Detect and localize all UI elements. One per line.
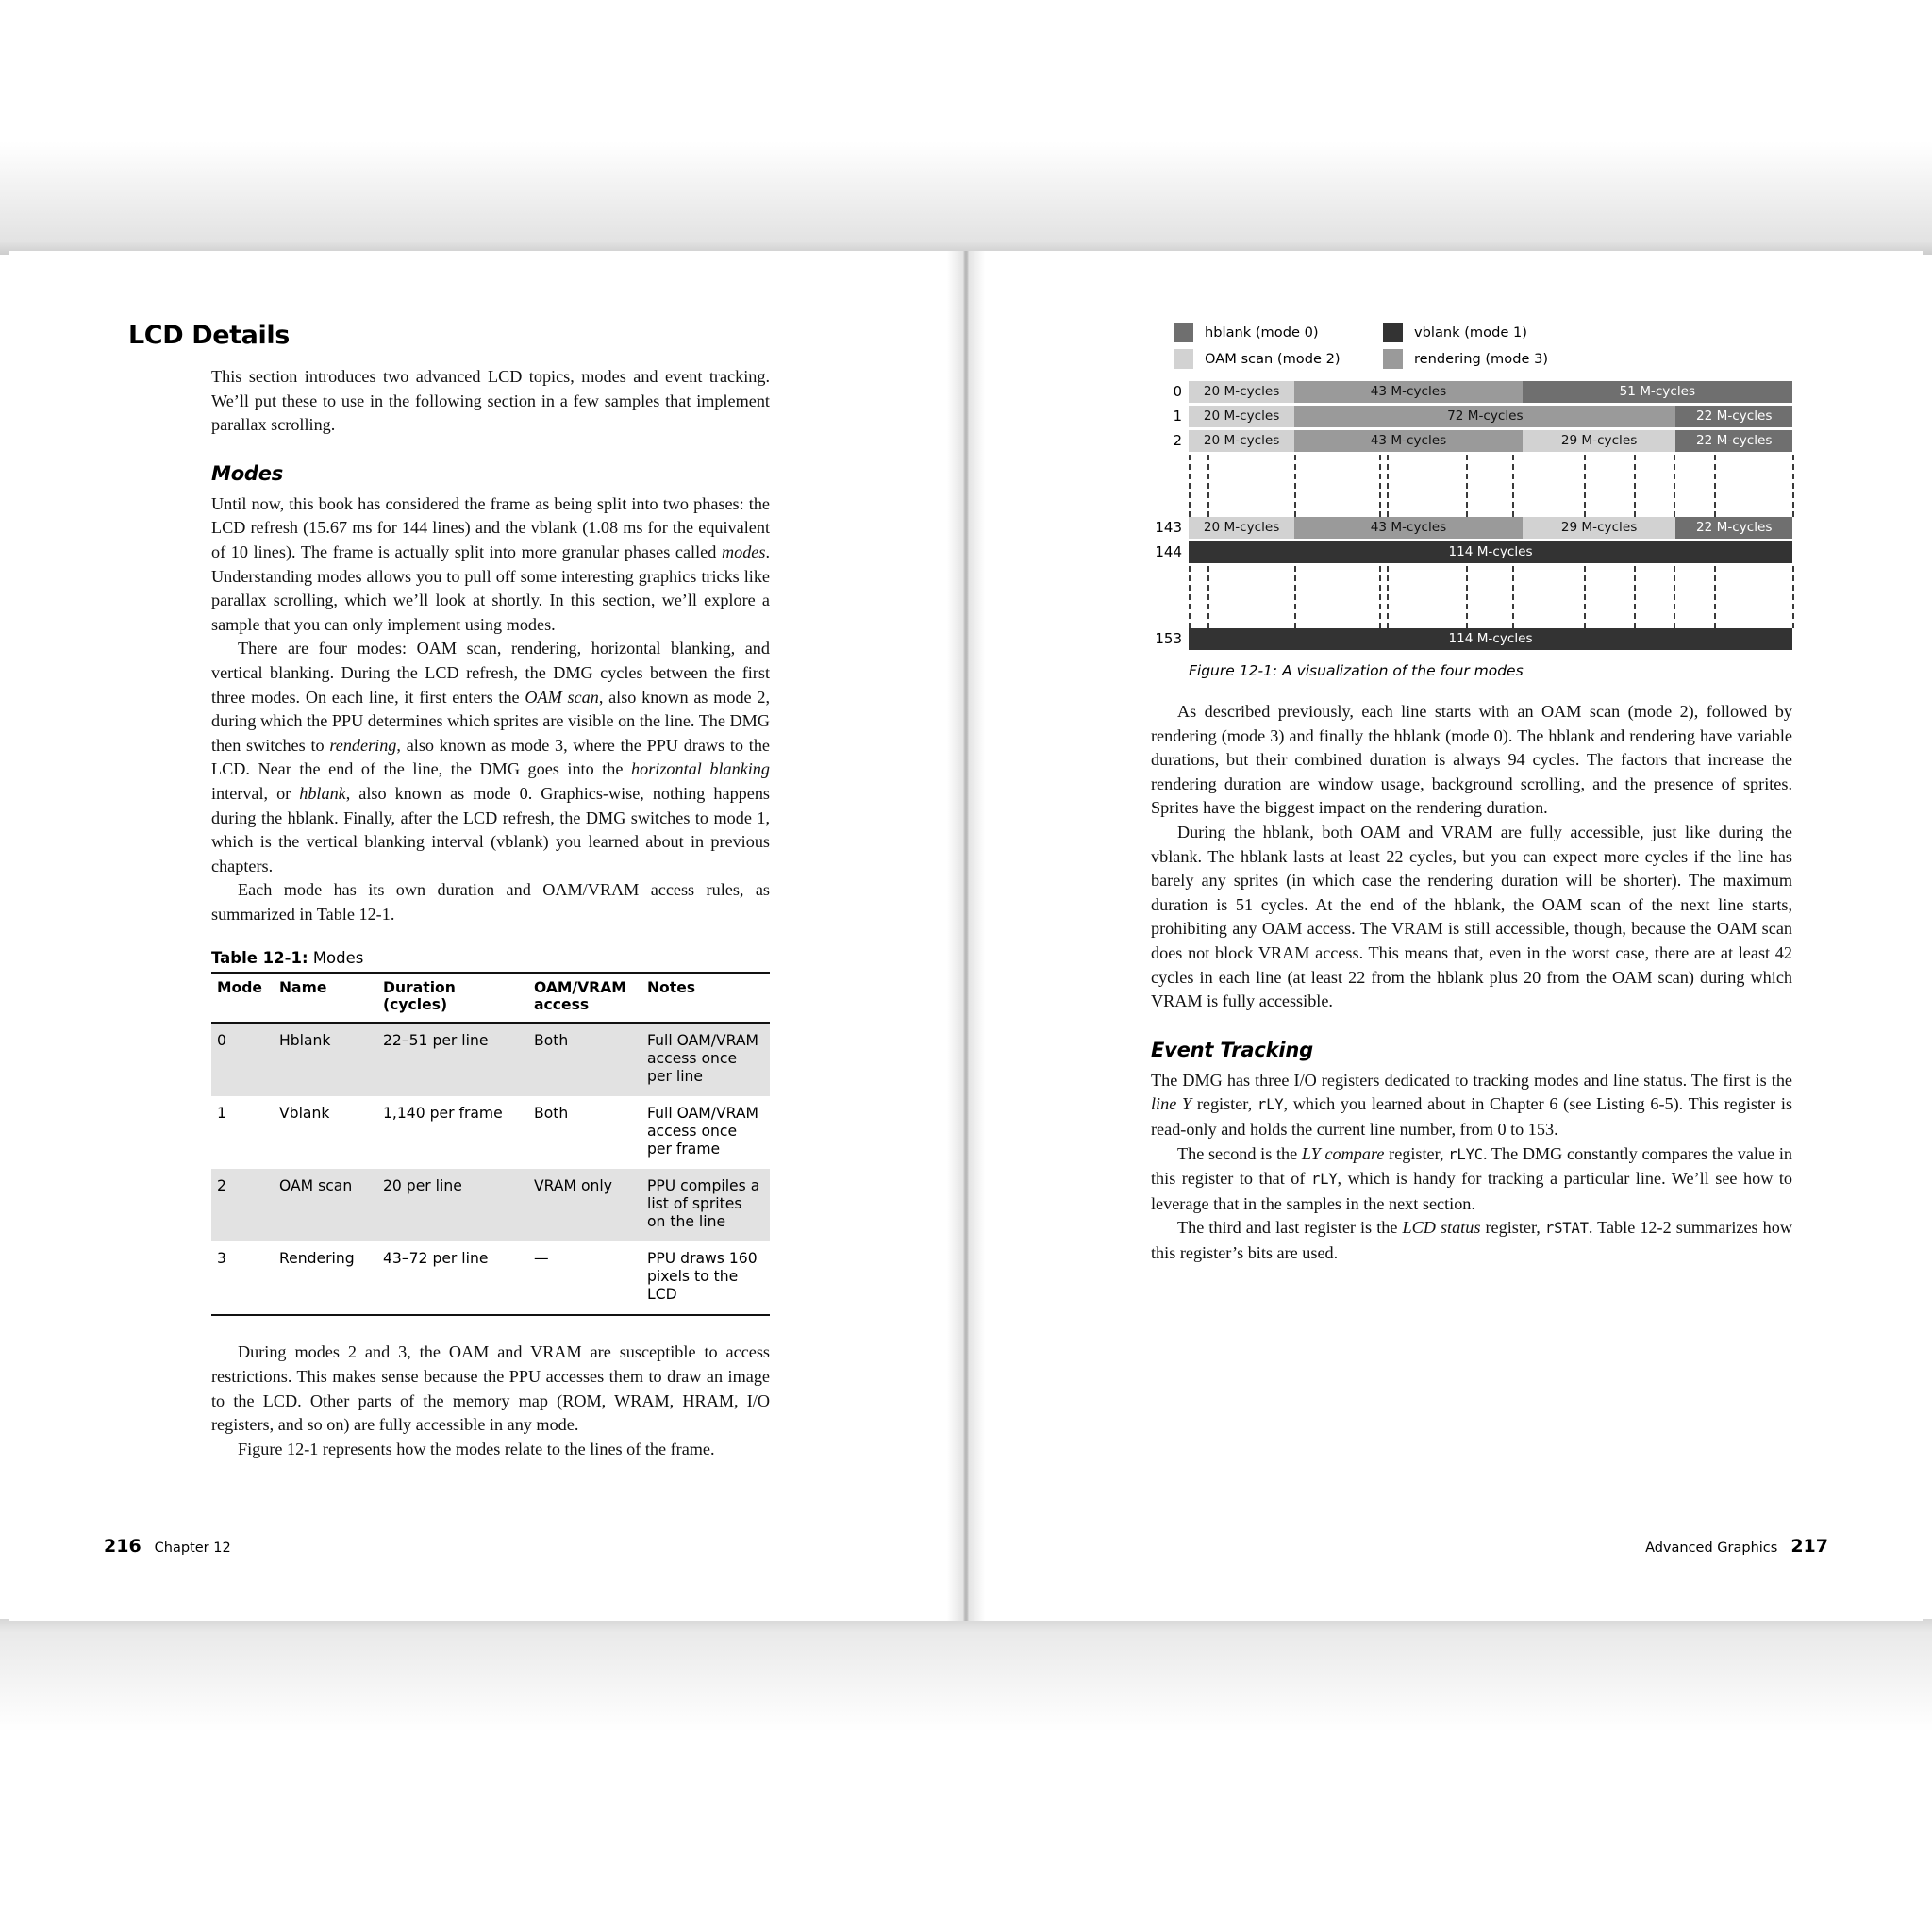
chart-segment: 51 M-cycles [1523, 381, 1792, 403]
cell-name: Rendering [274, 1241, 377, 1315]
table-row [211, 1241, 770, 1315]
chart-row-bars [1189, 517, 1792, 539]
legend-swatch-vblank [1383, 323, 1403, 342]
right-paragraph-3 [1151, 1069, 1792, 1142]
p2-part-c: , also known as mode 3, where the PPU draws to the LCD. Near the end of the line, the DMG goes into the [211, 735, 770, 779]
p4-part-a: The second is the [1177, 1143, 1302, 1163]
legend-swatch-rendering [1383, 349, 1403, 369]
cell-mode: 0 [211, 1023, 274, 1096]
cell-mode: 1 [217, 1105, 226, 1123]
top-shadow-band [0, 142, 1932, 255]
p3-mono-rly: rLY [1257, 1096, 1284, 1114]
p4-part-b: register, [1384, 1143, 1449, 1163]
right-paragraph-5 [1151, 1216, 1792, 1265]
col-header-mode: Mode [211, 973, 274, 1023]
p1-part-a: Until now, this book has considered the frame as being split into two phases: the LCD refresh (15.67 ms for 144 lines) and the vblank (1.08 ms for the equivalent of 10 lines). The frame is actually split into more granular phases called [211, 493, 770, 561]
chart-row [1151, 381, 1792, 403]
col-header-notes: Notes [641, 973, 770, 1023]
chart-gap-dash [1189, 566, 1191, 628]
right-text-block [1151, 700, 1792, 1265]
chart-gap-dash [1294, 566, 1296, 628]
col-header-name: Name [274, 973, 377, 1023]
p5-part-c: . Table 12-2 summarizes how this register’s bits are used. [1151, 1218, 1793, 1262]
chart-segment: 43 M-cycles [1294, 430, 1522, 452]
cell-mode: 3 [211, 1241, 274, 1315]
p3-part-a: The DMG has three I/O registers dedicated to tracking modes and line status. The first is the [1151, 1070, 1792, 1090]
figure-12-1 [1151, 321, 1792, 679]
chart-gap-dash [1674, 455, 1675, 517]
cell-name: Vblank [279, 1105, 330, 1123]
cell-notes: Full OAM/VRAM access once per line [641, 1023, 770, 1096]
modes-table [211, 972, 770, 1316]
p1-italic-modes: modes [721, 541, 766, 561]
legend-label-hblank: hblank (mode 0) [1205, 324, 1319, 341]
chart-segment: 43 M-cycles [1294, 381, 1522, 403]
p2-italic-oam-scan: OAM scan [525, 687, 599, 707]
cell-duration: 43–72 per line [377, 1241, 528, 1315]
bottom-shadow-band [0, 1619, 1932, 1732]
chart-gap-label [1151, 566, 1189, 628]
intro-paragraph: This section introduces two advanced LCD topics, modes and event tracking. We’ll put these to use in the following section in a few samples that implement parallax scrolling. [211, 367, 770, 435]
chart-segment: 20 M-cycles [1189, 381, 1294, 403]
table-caption-name: Modes [312, 949, 364, 968]
chart-gap-dash [1189, 455, 1191, 517]
left-page-column [128, 321, 770, 1461]
cell-duration: 20 per line [377, 1169, 528, 1241]
chart-gap-dash [1512, 455, 1514, 517]
table-caption [211, 949, 770, 967]
section-heading-event-tracking: Event Tracking [1151, 1038, 1313, 1061]
modes-paragraph-1 [211, 492, 770, 638]
chart-gap-row [1151, 455, 1792, 517]
p3-italic-line-y: line Y [1151, 1094, 1192, 1114]
chart-gap-row [1151, 566, 1792, 628]
table-row [211, 1023, 770, 1096]
chart-gap-dash [1208, 455, 1209, 517]
right-paragraph-2: During the hblank, both OAM and VRAM are fully accessible, just like during the vblank. The hblank lasts at least 22 cycles, but you can expect more cycles if the line has barely any sprites (in which case the rendering duration will be shorter). The maximum duration is 51 cycles. At the end of the hblank, the OAM scan of the next line starts, prohibiting any OAM access. The VRAM is still accessible, though, because the OAM scan does not block VRAM access. This means that, even in the worst case, there are at least 42 cycles in each line (at least 22 from the hblank plus 20 from the OAM scan) during which VRAM is fully accessible. [1151, 822, 1792, 1011]
chart-segment: 20 M-cycles [1189, 406, 1294, 427]
right-paragraph-1: As described previously, each line starts with an OAM scan (mode 2), followed by rendering (mode 3) and finally the hblank (mode 0). The hblank and rendering have variable durations, but their combined duration is always 94 cycles. The factors that increase the rendering duration are window usage, background scrolling, and the presence of sprites. Sprites have the biggest impact on the rendering duration. [1151, 702, 1792, 818]
p2-part-e: , also known as mode 0. Graphics-wise, nothing happens during the hblank. Finally, after the LCD refresh, the DMG switches to mode 1, which is the vertical blanking interval (vblank) you learned about in previous chapters. [211, 783, 770, 875]
right-page-column [1151, 321, 1792, 1265]
p2-italic-horizontal-blanking: horizontal blanking [631, 759, 770, 779]
table-row [211, 1096, 770, 1169]
chart-segment: 22 M-cycles [1675, 430, 1792, 452]
cell-notes: PPU compiles a list of sprites on the line [641, 1169, 770, 1241]
chart-row-label: 1 [1173, 408, 1182, 425]
chart-gap-dash [1584, 566, 1586, 628]
modes-table-head [211, 973, 770, 1023]
chart-row [1151, 430, 1792, 452]
chart-gap-dash [1466, 455, 1468, 517]
chart-gap-bars [1189, 455, 1792, 517]
section-label-right: Advanced Graphics [1645, 1541, 1778, 1556]
chart-segment: 114 M-cycles [1189, 628, 1792, 650]
cell-access: — [528, 1241, 641, 1315]
chart-segment: 22 M-cycles [1675, 406, 1792, 427]
chart-gap-dash [1584, 455, 1586, 517]
chart-segment: 20 M-cycles [1189, 517, 1294, 539]
cell-mode: 2 [211, 1169, 274, 1241]
chart-segment: 29 M-cycles [1523, 430, 1676, 452]
p2-part-b: , also known as mode 2, during which the PPU determines which sprites are visible on the line. The DMG then switches to [211, 687, 770, 755]
chart-gap-dash [1512, 566, 1514, 628]
chart-gap-dash [1387, 566, 1389, 628]
p5-italic-lcd-status: LCD status [1402, 1218, 1481, 1238]
p4-part-d: , which is handy for tracking a particular line. We’ll see how to leverage that in the samples in the next section. [1151, 1169, 1792, 1213]
legend-swatch-hblank [1174, 323, 1193, 342]
cell-notes: Full OAM/VRAM access once per frame [647, 1105, 758, 1158]
chapter-label-left: Chapter 12 [154, 1541, 231, 1556]
chart-gap-dash [1634, 566, 1636, 628]
legend-label-vblank: vblank (mode 1) [1414, 324, 1527, 341]
chart-row-bars [1189, 430, 1792, 452]
legend-swatch-oam-scan [1174, 349, 1193, 369]
chart-row [1151, 541, 1792, 563]
chart-gap-label [1151, 455, 1189, 517]
chart-segment: 72 M-cycles [1294, 406, 1675, 427]
chart-gap-dash [1466, 566, 1468, 628]
col-header-access: OAM/VRAM access [528, 973, 641, 1023]
chart-gap-dash [1634, 455, 1636, 517]
col-header-duration: Duration (cycles) [377, 973, 528, 1023]
left-page [9, 251, 966, 1621]
book-spine [965, 251, 967, 1621]
chart-segment: 43 M-cycles [1294, 517, 1522, 539]
p2-part-d: interval, or [211, 783, 300, 803]
chart-row-label: 153 [1155, 630, 1182, 647]
chart-gap-dash [1714, 566, 1716, 628]
legend-label-rendering: rendering (mode 3) [1414, 350, 1549, 367]
cell-access: Both [528, 1023, 641, 1096]
right-page [966, 251, 1923, 1621]
chart-row-label: 144 [1155, 543, 1182, 560]
cell-access: VRAM only [528, 1169, 641, 1241]
table-header-row [211, 973, 770, 1023]
p5-part-b: register, [1480, 1218, 1545, 1238]
chart-segment: 29 M-cycles [1523, 517, 1676, 539]
modes-timeline-chart [1151, 381, 1792, 650]
table-caption-label: Table 12-1: [211, 949, 308, 968]
p3-part-b: register, [1191, 1094, 1257, 1114]
chart-gap-dash [1674, 566, 1675, 628]
chart-gap-dash [1714, 455, 1716, 517]
right-page-footer [1645, 1536, 1828, 1557]
chart-gap-dash [1379, 455, 1381, 517]
chart-row [1151, 406, 1792, 427]
p4-italic-ly-compare: LY compare [1301, 1143, 1385, 1163]
chart-gap-dash [1208, 566, 1209, 628]
cell-access: Both [534, 1105, 569, 1123]
p4-part-c: . The DMG constantly compares the value in this register to that of [1151, 1143, 1792, 1189]
chart-row-bars [1189, 541, 1792, 563]
modes-paragraph-5: Figure 12-1 represents how the modes relate to the lines of the frame. [238, 1439, 715, 1458]
chart-row [1151, 517, 1792, 539]
chart-row-bars [1189, 628, 1792, 650]
table-row [211, 1169, 770, 1241]
p1-part-b: . Understanding modes allows you to pull off some interesting graphics tricks like parallax scrolling, which we’ll look at shortly. In this section, we’ll explore a sample that you can only implement using modes. [211, 541, 770, 634]
modes-paragraph-3: Each mode has its own duration and OAM/VRAM access rules, as summarized in Table 12-1. [211, 880, 770, 924]
chart-gap-bars [1189, 566, 1792, 628]
p2-italic-rendering: rendering [329, 735, 397, 755]
page-number-right: 217 [1790, 1536, 1828, 1557]
left-page-footer [104, 1536, 231, 1557]
right-paragraph-4 [1151, 1142, 1792, 1217]
figure-caption: Figure 12-1: A visualization of the four modes [1189, 662, 1524, 679]
p2-part-a: There are four modes: OAM scan, rendering, horizontal blanking, and vertical blanking. During the LCD refresh, the DMG cycles between the first three modes. On each line, it first enters the [211, 639, 770, 707]
page-title: LCD Details [128, 321, 290, 350]
chart-row-bars [1189, 406, 1792, 427]
modes-paragraph-2 [211, 637, 770, 878]
book-spread [9, 251, 1923, 1621]
chart-row-label: 2 [1173, 432, 1182, 449]
p4-mono-rlyc: rLYC [1448, 1145, 1483, 1163]
p5-part-a: The third and last register is the [1177, 1218, 1403, 1238]
chart-gap-dash [1792, 566, 1794, 628]
page-number-left: 216 [104, 1536, 142, 1557]
chart-segment: 20 M-cycles [1189, 430, 1294, 452]
chart-segment: 22 M-cycles [1675, 517, 1792, 539]
left-text-block [211, 365, 770, 1461]
cell-duration: 22–51 per line [377, 1023, 528, 1096]
chart-row-label: 143 [1155, 519, 1182, 536]
p4-mono-rly: rLY [1310, 1171, 1338, 1189]
cell-name: Hblank [274, 1023, 377, 1096]
p2-italic-hblank: hblank [299, 783, 346, 803]
figure-legend [1174, 321, 1792, 370]
modes-table-body [211, 1023, 770, 1315]
chart-row-bars [1189, 381, 1792, 403]
chart-gap-dash [1294, 455, 1296, 517]
chart-row [1151, 628, 1792, 650]
p3-part-c: , which you learned about in Chapter 6 (see Listing 6-5). This register is read-only and holds the current line number, from 0 to 153. [1151, 1094, 1793, 1139]
chart-gap-dash [1379, 566, 1381, 628]
cell-notes: PPU draws 160 pixels to the LCD [641, 1241, 770, 1315]
chart-gap-dash [1792, 455, 1794, 517]
cell-name: OAM scan [274, 1169, 377, 1241]
section-heading-modes: Modes [211, 461, 284, 485]
chart-row-label: 0 [1173, 383, 1182, 400]
cell-duration: 1,140 per frame [383, 1105, 503, 1123]
chart-gap-dash [1387, 455, 1389, 517]
chart-segment: 114 M-cycles [1189, 541, 1792, 563]
legend-label-oam-scan: OAM scan (mode 2) [1205, 350, 1341, 367]
modes-paragraph-4: During modes 2 and 3, the OAM and VRAM are susceptible to access restrictions. This makes sense because the PPU accesses them to draw an image to the LCD. Other parts of the memory map (ROM, WRAM, HRAM, I/O registers, and so on) are fully accessible in any mode. [211, 1342, 770, 1435]
p5-mono-rstat: rSTAT [1544, 1220, 1589, 1238]
